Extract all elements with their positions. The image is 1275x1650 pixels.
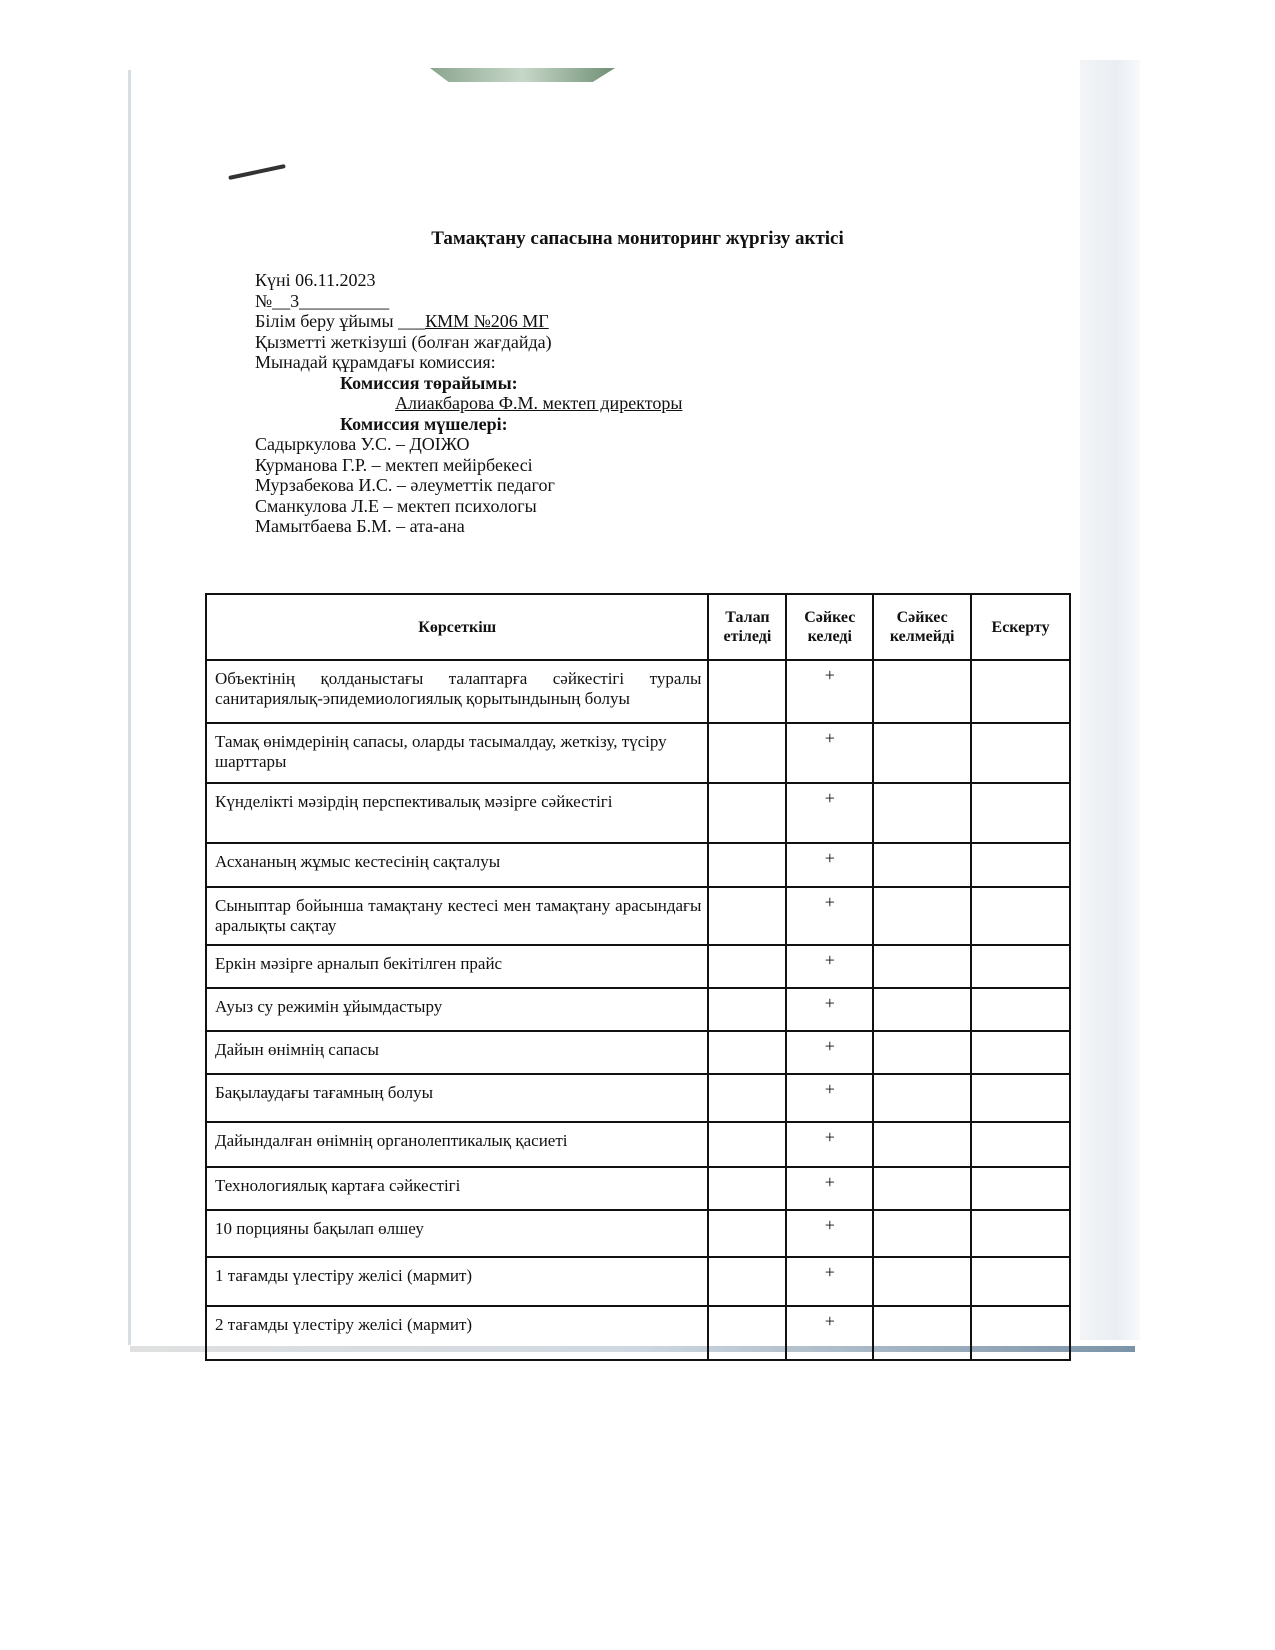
number-line: №__3__________ <box>255 290 390 311</box>
required-cell <box>708 1122 786 1167</box>
table-row <box>206 1306 1070 1360</box>
note-cell <box>971 1122 1070 1167</box>
indicator-cell: Сыныптар бойынша тамақтану кестесі мен тамақтану арасындағы аралықты сақтау <box>206 887 708 945</box>
note-cell <box>971 1210 1070 1257</box>
table-row <box>206 1257 1070 1306</box>
document-title: Тамақтану сапасына мониторинг жүргізу актісі <box>431 228 844 249</box>
required-cell <box>708 1074 786 1122</box>
required-cell <box>708 1210 786 1257</box>
header-note: Ескерту <box>971 594 1070 660</box>
compliant-cell: + <box>786 1031 873 1074</box>
compliant-cell: + <box>786 1210 873 1257</box>
indicator-cell: 2 тағамды үлестіру желісі (мармит) <box>206 1306 708 1360</box>
compliant-cell: + <box>786 1074 873 1122</box>
chair-name: Алиакбарова Ф.М. мектеп директоры <box>395 393 683 413</box>
compliant-cell: + <box>786 843 873 887</box>
required-cell <box>708 887 786 945</box>
header-compliant: Сәйкес келеді <box>786 594 873 660</box>
indicator-cell: Асхананың жұмыс кестесінің сақталуы <box>206 843 708 887</box>
required-cell <box>708 783 786 843</box>
indicator-cell: Бақылаудағы тағамның болуы <box>206 1074 708 1122</box>
member-item: Мамытбаева Б.М. – ата-ана <box>255 516 465 536</box>
chair-label: Комиссия төрайымы: <box>340 372 518 393</box>
note-cell <box>971 1167 1070 1210</box>
noncompliant-cell <box>873 1074 971 1122</box>
note-cell <box>971 843 1070 887</box>
required-cell <box>708 1167 786 1210</box>
commission-line: Мынадай құрамдағы комиссия: <box>255 352 496 372</box>
required-cell <box>708 723 786 783</box>
noncompliant-cell <box>873 843 971 887</box>
compliant-cell: + <box>786 660 873 723</box>
note-cell <box>971 1074 1070 1122</box>
indicator-cell: 1 тағамды үлестіру желісі (мармит) <box>206 1257 708 1306</box>
noncompliant-cell <box>873 1122 971 1167</box>
table-row <box>206 988 1070 1031</box>
header-required: Талап етіледі <box>708 594 786 660</box>
note-cell <box>971 1257 1070 1306</box>
indicator-cell: 10 порцияны бақылап өлшеу <box>206 1210 708 1257</box>
members-label: Комиссия мүшелері: <box>340 413 508 434</box>
noncompliant-cell <box>873 1167 971 1210</box>
table-row <box>206 1167 1070 1210</box>
member-item: Мурзабекова И.С. – әлеуметтік педагог <box>255 475 555 495</box>
note-cell <box>971 945 1070 988</box>
table-row <box>206 660 1070 723</box>
note-cell <box>971 1306 1070 1360</box>
required-cell <box>708 843 786 887</box>
scan-shadow <box>1080 60 1140 1340</box>
noncompliant-cell <box>873 1031 971 1074</box>
indicator-cell: Объектінің қолданыстағы талаптарға сәйкестігі туралы санитариялық-эпидемиологиялық қорытындының болуы <box>206 660 708 723</box>
compliant-cell: + <box>786 1306 873 1360</box>
note-cell <box>971 723 1070 783</box>
required-cell <box>708 1031 786 1074</box>
compliant-cell: + <box>786 945 873 988</box>
noncompliant-cell <box>873 1257 971 1306</box>
indicator-cell: Ауыз су режимін ұйымдастыру <box>206 988 708 1031</box>
required-cell <box>708 660 786 723</box>
table-row <box>206 1031 1070 1074</box>
indicator-cell: Күнделікті мәзірдің перспективалық мәзірге сәйкестігі <box>206 783 708 843</box>
indicator-cell: Технологиялық картаға сәйкестігі <box>206 1167 708 1210</box>
compliant-cell: + <box>786 887 873 945</box>
header-noncompliant: Сәйкес келмейді <box>873 594 971 660</box>
note-cell <box>971 988 1070 1031</box>
org-value: КММ №206 МГ <box>425 311 549 331</box>
indicator-cell: Еркін мәзірге арналып бекітілген прайс <box>206 945 708 988</box>
document-info <box>255 270 682 537</box>
org-label: Білім беру ұйымы ___ <box>255 311 426 331</box>
supplier-line: Қызметті жеткізуші (болған жағдайда) <box>255 331 552 352</box>
table-row <box>206 783 1070 843</box>
compliant-cell: + <box>786 1122 873 1167</box>
note-cell <box>971 887 1070 945</box>
compliant-cell: + <box>786 1257 873 1306</box>
indicator-cell: Дайын өнімнің сапасы <box>206 1031 708 1074</box>
member-item: Садыркулова У.С. – ДОІЖО <box>255 434 470 454</box>
noncompliant-cell <box>873 783 971 843</box>
required-cell <box>708 945 786 988</box>
noncompliant-cell <box>873 1210 971 1257</box>
noncompliant-cell <box>873 945 971 988</box>
compliant-cell: + <box>786 1167 873 1210</box>
note-cell <box>971 783 1070 843</box>
noncompliant-cell <box>873 660 971 723</box>
noncompliant-cell <box>873 988 971 1031</box>
required-cell <box>708 988 786 1031</box>
compliant-cell: + <box>786 723 873 783</box>
member-item: Курманова Г.Р. – мектеп мейірбекесі <box>255 454 533 475</box>
table-row <box>206 887 1070 945</box>
header-indicator: Көрсеткіш <box>206 594 708 660</box>
table-row <box>206 843 1070 887</box>
noncompliant-cell <box>873 887 971 945</box>
required-cell <box>708 1306 786 1360</box>
compliant-cell: + <box>786 988 873 1031</box>
monitoring-table <box>205 593 1071 1361</box>
member-item: Сманкулова Л.Е – мектеп психологы <box>255 495 537 516</box>
scan-left-edge <box>128 70 131 1345</box>
table-row <box>206 1210 1070 1257</box>
noncompliant-cell <box>873 1306 971 1360</box>
indicator-cell: Тамақ өнімдерінің сапасы, оларды тасымалдау, жеткізу, түсіру шарттары <box>206 723 708 783</box>
org-line <box>255 311 682 332</box>
note-cell <box>971 1031 1070 1074</box>
table-row <box>206 1074 1070 1122</box>
required-cell <box>708 1257 786 1306</box>
date-line: Күні 06.11.2023 <box>255 270 376 290</box>
note-cell <box>971 660 1070 723</box>
table-header-row <box>206 594 1070 660</box>
table-row <box>206 1122 1070 1167</box>
indicator-cell: Дайындалған өнімнің органолептикалық қасиеті <box>206 1122 708 1167</box>
table-row <box>206 723 1070 783</box>
scan-top-mark <box>430 68 615 82</box>
pen-stroke <box>228 164 286 180</box>
noncompliant-cell <box>873 723 971 783</box>
table-row <box>206 945 1070 988</box>
compliant-cell: + <box>786 783 873 843</box>
